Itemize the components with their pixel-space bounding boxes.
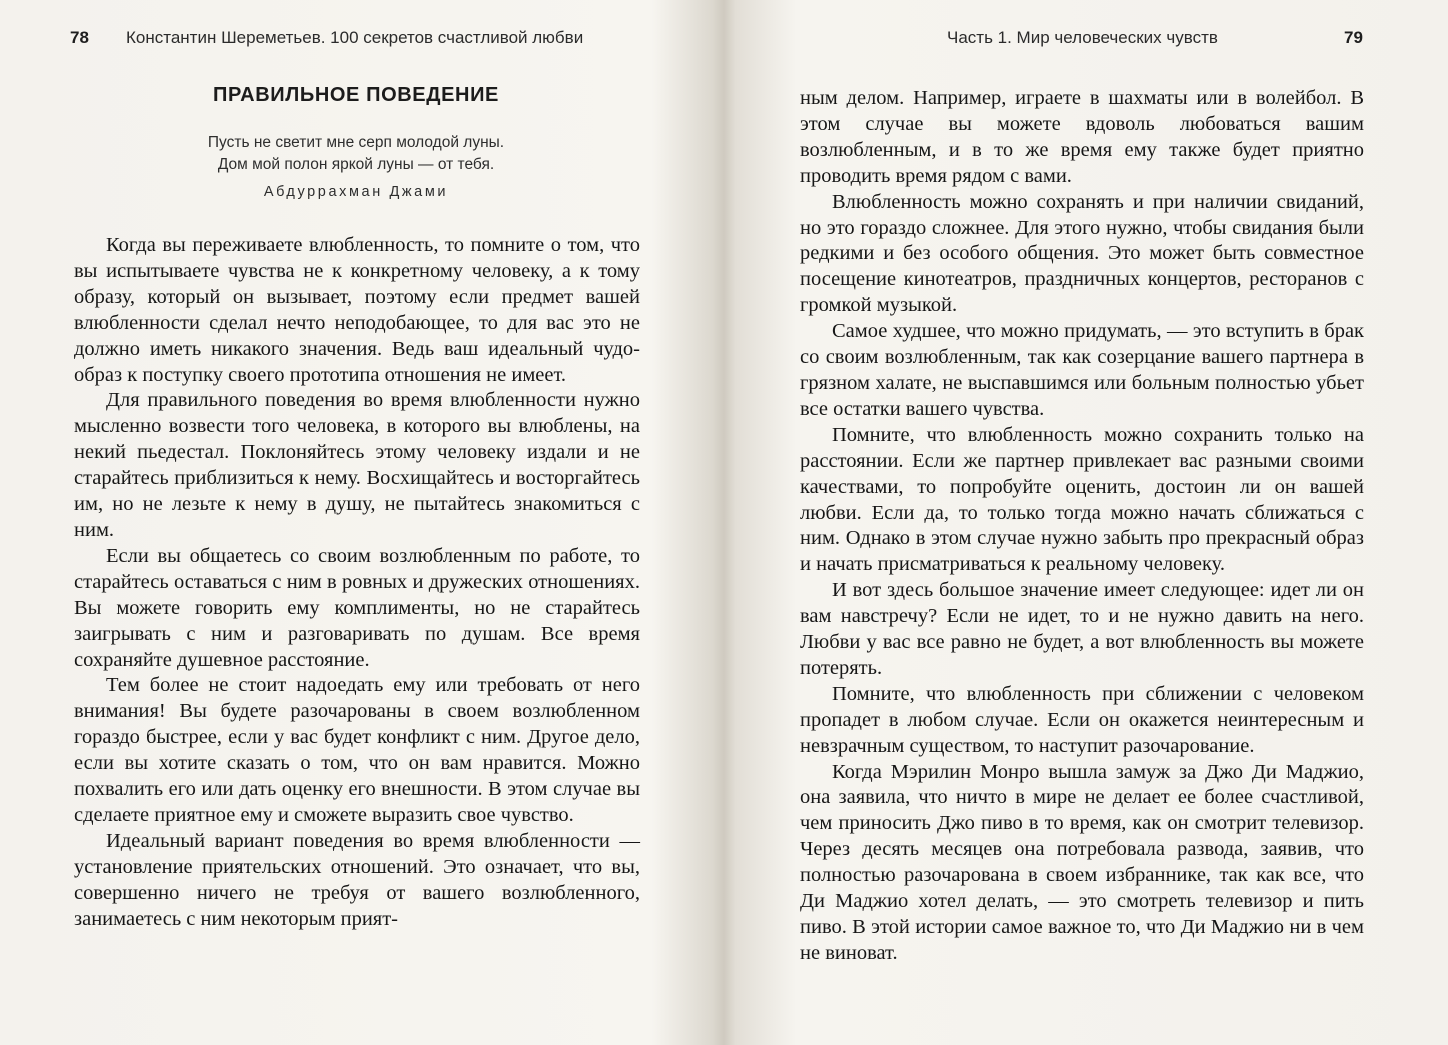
right-page [724, 0, 1448, 1045]
running-head-part-title: Часть 1. Мир человеческих чувств [947, 28, 1218, 47]
page-number: 79 [1344, 28, 1363, 47]
page-number: 78 [70, 28, 89, 47]
paragraph: Помните, что влюбленность при сближении с человеком пропадет в любом случае. Если он окажется неинтересным и невзрачным существом, то наступит разочарование. [800, 682, 1364, 757]
paragraph: Когда Мэрилин Монро вышла замуж за Джо Ди Маджио, она заявила, что ничто в мире не делает ее более счастливой, чем приносить Джо пиво в то время, как он смотрит телевизор. Через десять месяцев она потребовала развода, заявив, что полностью разочарована в своем избраннике, так как все, что Ди Маджио хотел делать, — это смотреть телевизор и пить пиво. В этой истории самое важное то, что Ди Маджио ни в чем не виноват. [800, 760, 1364, 964]
right-body-text [800, 86, 1364, 967]
epigraph-line: Дом мой полон яркой луны — от тебя. [217, 156, 495, 173]
paragraph: Самое худшее, что можно придумать, — это вступить в брак со своим возлюбленным, так как созерцание вашего партнера в грязном халате, не выспавшимся или больным полностью убьет все остатки вашего чувства. [800, 320, 1364, 420]
paragraph: И вот здесь большое значение имеет следующее: идет ли он вам навстречу? Если не идет, то и не нужно давить на него. Любви у вас все равно не будет, а вот влюбленность вы можете потерять. [800, 579, 1364, 679]
paragraph: Влюбленность можно сохранять и при наличии свиданий, но это гораздо сложнее. Для этого нужно, чтобы свидания были редкими и без особого общения. Это может быть совместное посещение кинотеатров, праздничных концертов, ресторанов с громкой музыкой. [800, 190, 1364, 317]
paragraph: Для правильного поведения во время влюбленности нужно мысленно возвести того человека, в которого вы влюблены, на некий пьедестал. Поклоняйтесь этому человеку издали и не старайтесь приблизиться к нему. Восхищайтесь и восторгайтесь им, но не лезьте к нему в душу, не пытайтесь знакомиться с ним. [74, 389, 640, 541]
paragraph: Идеальный вариант поведения во время влюбленности — установление приятельских отношений. Это означает, что вы, совершенно ничего не требуя от вашего возлюбленного, занимаетесь с ним некоторым прият- [74, 829, 640, 930]
epigraph [76, 132, 636, 203]
paragraph-continued: ным делом. Например, играете в шахматы или в волейбол. В этом случае вы можете вдоволь любоваться вашим возлюбленным, и в то же время ему также будет приятно проводить время рядом с вами. [800, 87, 1364, 187]
epigraph-author: Абдуррахман Джами [263, 184, 449, 200]
paragraph: Тем более не стоит надоедать ему или требовать от него внимания! Вы будете разочарованы в своем возлюбленном гораздо быстрее, если у вас будет конфликт с ним. Другое дело, если вы хотите сказать о том, что он вам нравится. Можно похвалить его или дать оценку его внешности. В этом случае вы сделаете приятное ему и сможете выразить свое чувство. [74, 674, 640, 826]
running-head-book-title: Константин Шереметьев. 100 секретов счастливой любви [126, 28, 584, 47]
epigraph-line: Пусть не светит мне серп молодой луны. [207, 134, 505, 151]
paragraph: Когда вы переживаете влюбленность, то помните о том, что вы испытываете чувства не к конкретному человеку, а к тому образу, который он вызывает, поэтому если предмет вашей влюбленности сделал нечто неподобающее, то для вас это не должно иметь никакого значения. Ведь ваш идеальный чудо-образ к поступку своего прототипа отношения не имеет. [74, 234, 640, 386]
chapter-title: ПРАВИЛЬНОЕ ПОВЕДЕНИЕ [213, 84, 499, 106]
paragraph: Если вы общаетесь со своим возлюбленным по работе, то старайтесь оставаться с ним в ровных и дружеских отношениях. Вы можете говорить ему комплименты, но не старайтесь заигрывать с ним и разговаривать по душам. Все время сохраняйте душевное расстояние. [74, 544, 640, 671]
paragraph: Помните, что влюбленность можно сохранить только на расстоянии. Если же партнер привлекает вас разными своими качествами, то попробуйте оценить, достоин ли он вашей любви. Если да, то только тогда можно начать сближаться с ним. Однако в этом случае нужно забыть про прекрасный образ и начать присматриваться к реальному человеку. [800, 423, 1364, 576]
left-body-text [74, 233, 640, 932]
